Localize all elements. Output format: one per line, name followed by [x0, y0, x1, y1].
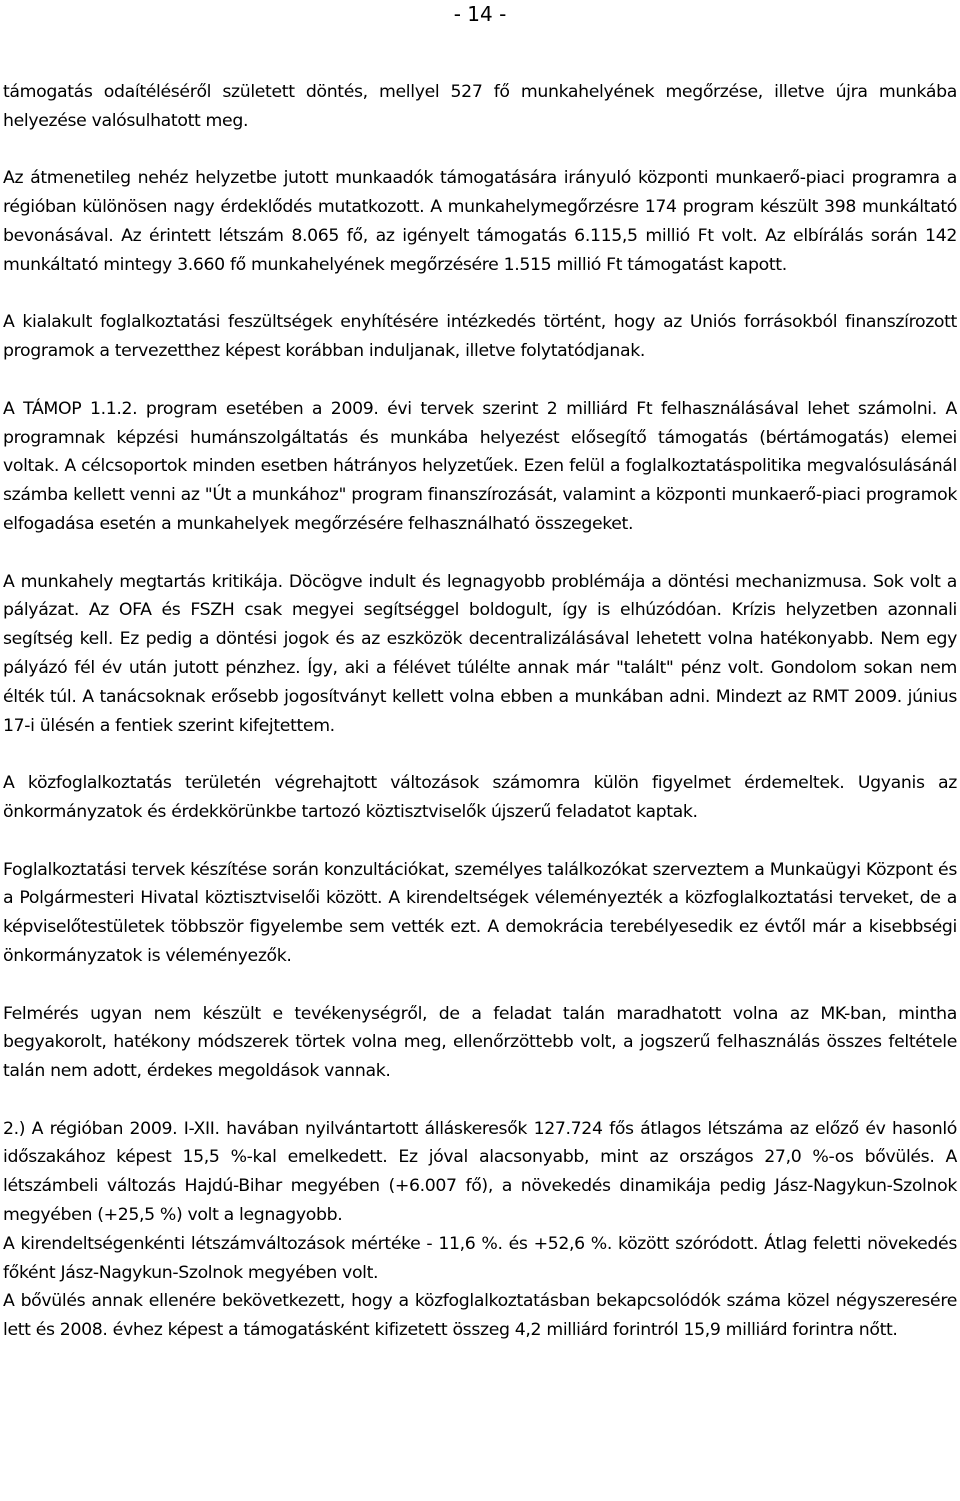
paragraph: A kirendeltségenkénti létszámváltozások mértéke - 11,6 %. és +52,6 %. között szóródott. Átlag feletti növekedés főként Jász-Nagykun-Szolnok megyében volt. [3, 1233, 957, 1283]
page-number: - 14 - [453, 2, 507, 26]
paragraph: Az átmenetileg nehéz helyzetbe jutott munkaadók támogatására irányuló központi munkaerő-piaci programra a régióban különösen nagy érdeklődés mutatkozott. A munkahelymegőrzésre 174 program készült 398 munkáltató bevonásával. Az érintett létszám 8.065 fő, az igényelt támogatás 6.115,5 millió Ft volt. Az elbírálás során 142 munkáltató mintegy 3.660 fő munkahelyének megőrzésére 1.515 millió Ft támogatást kapott. [3, 168, 957, 275]
paragraph: A munkahely megtartás kritikája. Döcögve indult és legnagyobb problémája a döntési mechanizmusa. Sok volt a pályázat. Az OFA és FSZH csak megyei segítséggel boldogult, így is elhúzódóan. Krízis helyzetben azonnali segítség kell. Ez pedig a döntési jogok és az eszközök decentralizálásával lehetett volna hatékonyabb. Nem egy pályázó fél év után jutott pénzhez. Így, aki a félévet túlélte annak már "talált" pénz volt. Gondolom sokan nem élték túl. A tanácsoknak erősebb jogosítványt kellett volna ebben a munkában adni. Mindezt az RMT 2009. június 17-i ülésén a fentiek szerint kifejtettem. [3, 571, 957, 736]
paragraph: A közfoglalkoztatás területén végrehajtott változások számomra külön figyelmet érdemeltek. Ugyanis az önkormányzatok és érdekkörünkbe tartozó köztisztviselők újszerű feladatot kaptak. [3, 773, 957, 822]
paragraph: 2.) A régióban 2009. I-XII. havában nyilvántartott álláskeresők 127.724 fős átlagos létszáma az előző év hasonló időszakához képest 15,5 %-kal emelkedett. Ez jóval alacsonyabb, mint az országos 27,0 %-os bővülés. A létszámbeli változás Hajdú-Bihar megyében (+6.007 fő), a növekedés dinamikája pedig Jász-Nagykun-Szolnok megyében (+25,5 %) volt a legnagyobb. [3, 1118, 957, 1226]
paragraph: Felmérés ugyan nem készült e tevékenységről, de a feladat talán maradhatott volna az MK-ban, mintha begyakorolt, hatékony módszerek törtek volna meg, ellenőrzöttebb volt, a jogszerű felhasználás összes feltétele talán nem adott, érdekes megoldások vannak. [3, 1003, 957, 1082]
paragraph: A TÁMOP 1.1.2. program esetében a 2009. évi tervek szerint 2 milliárd Ft felhasználásával lehet számolni. A programnak képzési humánszolgáltatás és munkába helyezést elősegítő támogatás (bértámogatás) elemei voltak. A célcsoportok minden esetben hátrányos helyzetűek. Ezen felül a foglalkoztatáspolitika megvalósulásánál számba kellett venni az "Út a munkához" program finanszírozását, valamint a központi munkaerő-piaci programok elfogadása esetén a munkahelyek megőrzésére felhasználható összegeket. [3, 398, 957, 534]
paragraph: A kialakult foglalkoztatási feszültségek enyhítésére intézkedés történt, hogy az Uniós forrásokból finanszírozott programok a tervezetthez képest korábban induljanak, illetve folytatódjanak. [3, 312, 957, 362]
paragraph: A bővülés annak ellenére bekövetkezett, hogy a közfoglalkoztatásban bekapcsolódók száma közel négyszeresére lett és 2008. évhez képest a támogatásként kifizetett összeg 4,2 milliárd forintról 15,9 milliárd forintra nőtt. [3, 1291, 957, 1341]
paragraph: Foglalkoztatási tervek készítése során konzultációkat, személyes találkozókat szerveztem a Munkaügyi Központ és a Polgármesteri Hivatal köztisztviselői között. A kirendeltségek véleményezték a közfoglalkoztatási terveket, de a képviselőtestületek többször figyelembe sem vették ezt. A demokrácia terebélyesedik ez évtől már a kisebbségi önkormányzatok is véleményezők. [3, 859, 957, 966]
paragraph: támogatás odaítéléséről született döntés, mellyel 527 fő munkahelyének megőrzése, illetve újra munkába helyezése valósulhatott meg. [3, 82, 957, 131]
document-body [3, 78, 957, 1345]
